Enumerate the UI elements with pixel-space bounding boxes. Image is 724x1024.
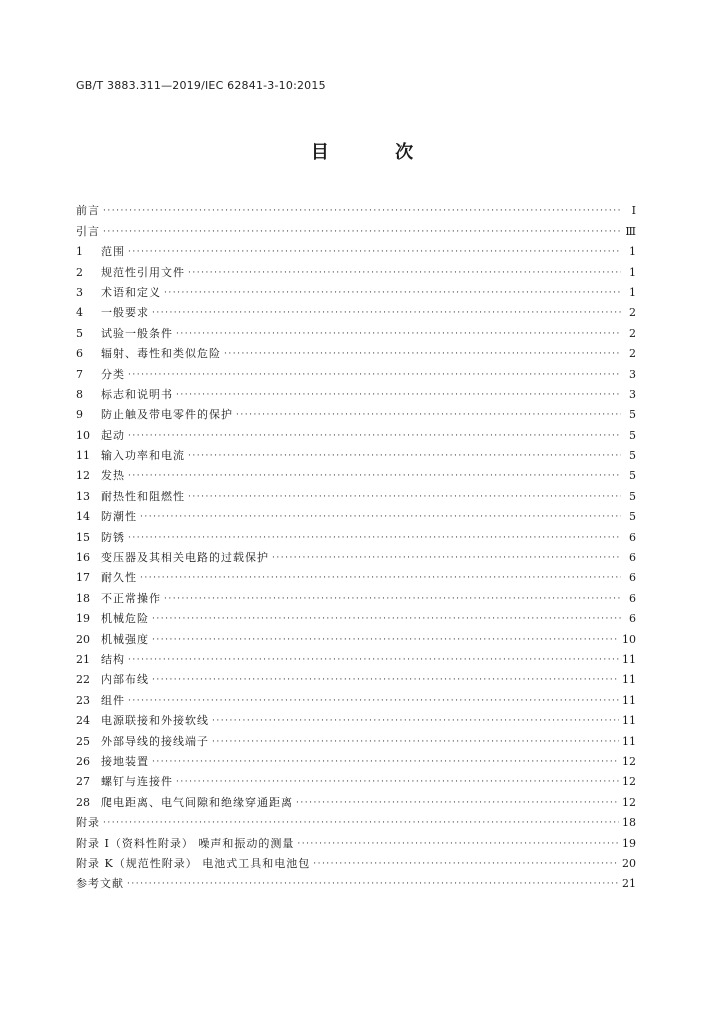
toc-leader-dots: [188, 490, 621, 504]
toc-entry-page: 1: [629, 285, 636, 299]
toc-entry-label: 辐射、毒性和类似危险: [101, 347, 221, 361]
toc-entry: [76, 769, 636, 789]
toc-entry-number: 12: [76, 469, 90, 483]
toc-entry-page: 5: [629, 408, 636, 422]
toc-entry-number: 14: [76, 510, 90, 524]
toc-entry-label: 参考文献: [76, 877, 124, 891]
toc-entry-page: Ⅲ: [625, 224, 636, 238]
toc-entry-number: 21: [76, 652, 90, 666]
toc-leader-dots: [296, 796, 619, 810]
toc-entry-page: 11: [622, 652, 636, 666]
toc-entry: [76, 810, 636, 830]
toc-entry-number: 3: [76, 285, 83, 299]
toc-entry-number: 19: [76, 612, 90, 626]
toc-entry-number: 16: [76, 551, 90, 565]
toc-leader-dots: [128, 531, 621, 545]
toc-entry-label: 机械危险: [101, 612, 149, 626]
toc-leader-dots: [176, 327, 621, 341]
toc-leader-dots: [176, 775, 619, 789]
toc-entry-page: 6: [629, 551, 636, 565]
toc-entry-number: 7: [76, 367, 83, 381]
toc-entry-number: 10: [76, 428, 90, 442]
toc-entry-number: 26: [76, 754, 90, 768]
toc-entry-page: 5: [629, 449, 636, 463]
toc-entry-label: 起动: [101, 428, 125, 442]
toc-entry: [76, 606, 636, 626]
toc-entry-label: 引言: [76, 224, 100, 238]
toc-entry: [76, 728, 636, 748]
toc-entry-number: 24: [76, 714, 90, 728]
toc-entry-label: 附录 K（规范性附录） 电池式工具和电池包: [76, 856, 311, 870]
toc-entry-number: 23: [76, 693, 90, 707]
toc-leader-dots: [152, 612, 621, 626]
toc-entry-page: 11: [622, 673, 636, 687]
toc-entry-label: 前言: [76, 204, 100, 218]
toc-entry-page: 11: [622, 714, 636, 728]
toc-leader-dots: [188, 449, 621, 463]
toc-entry-label: 组件: [101, 693, 125, 707]
toc-entry-page: 5: [629, 510, 636, 524]
toc-entry-label: 标志和说明书: [101, 387, 173, 401]
toc-entry: [76, 545, 636, 565]
toc-entry: [76, 198, 636, 218]
toc-entry: [76, 749, 636, 769]
toc-entry-label: 分类: [101, 367, 125, 381]
toc-entry: [76, 402, 636, 422]
toc-entry-page: 5: [629, 489, 636, 503]
toc-entry: [76, 667, 636, 687]
toc-entry-page: 5: [629, 469, 636, 483]
toc-entry-page: 3: [629, 387, 636, 401]
toc-leader-dots: [140, 510, 621, 524]
toc-entry-page: 18: [622, 816, 636, 830]
toc-entry-page: 1: [629, 245, 636, 259]
toc-entry-label: 防锈: [101, 530, 125, 544]
toc-entry-page: 2: [629, 306, 636, 320]
toc-leader-dots: [128, 653, 619, 667]
toc-entry-number: 15: [76, 530, 90, 544]
toc-leader-dots: [128, 429, 621, 443]
toc-entry: [76, 524, 636, 544]
toc-entry: [76, 483, 636, 503]
toc-leader-dots: [128, 469, 621, 483]
toc-entry-label: 术语和定义: [101, 285, 161, 299]
toc-leader-dots: [128, 245, 621, 259]
toc-entry-label: 螺钉与连接件: [101, 775, 173, 789]
toc-entry-page: 6: [629, 571, 636, 585]
toc-entry: [76, 300, 636, 320]
toc-entry-label: 电源联接和外接软线: [101, 714, 209, 728]
toc-entry: [76, 218, 636, 238]
toc-leader-dots: [103, 225, 621, 239]
toc-entry-label: 附录: [76, 816, 100, 830]
toc-entry-label: 防潮性: [101, 510, 137, 524]
toc-leader-dots: [128, 368, 621, 382]
toc-entry-page: 6: [629, 591, 636, 605]
toc-entry-number: 11: [76, 449, 90, 463]
toc-entry-number: 18: [76, 591, 90, 605]
toc-leader-dots: [128, 694, 619, 708]
toc-entry: [76, 565, 636, 585]
toc-entry-number: 25: [76, 734, 90, 748]
toc-entry-label: 一般要求: [101, 306, 149, 320]
toc-entry-label: 范围: [101, 245, 125, 259]
toc-entry-number: 17: [76, 571, 90, 585]
toc-entry-label: 规范性引用文件: [101, 265, 185, 279]
page-title: 目 次: [310, 142, 444, 163]
toc-entry-page: 5: [629, 428, 636, 442]
toc-entry-page: Ⅰ: [631, 204, 636, 218]
toc-entry-page: 6: [629, 530, 636, 544]
toc-entry: [76, 443, 636, 463]
toc-entry: [76, 504, 636, 524]
toc-entry-number: 13: [76, 489, 90, 503]
toc-entry: [76, 320, 636, 340]
toc-entry: [76, 280, 636, 300]
toc-entry-number: 2: [76, 265, 83, 279]
toc-entry-page: 11: [622, 734, 636, 748]
toc-entry-page: 3: [629, 367, 636, 381]
toc-leader-dots: [188, 266, 621, 280]
toc-entry-page: 1: [629, 265, 636, 279]
document-header: GB/T 3883.311—2019/IEC 62841-3-10:2015: [76, 79, 326, 92]
toc-entry-label: 耐久性: [101, 571, 137, 585]
toc-entry: [76, 626, 636, 646]
toc-entry: [76, 687, 636, 707]
toc-leader-dots: [103, 816, 619, 830]
toc-entry-label: 变压器及其相关电路的过载保护: [101, 551, 269, 565]
toc-leader-dots: [224, 347, 621, 361]
toc-entry-number: 4: [76, 306, 83, 320]
toc-entry: [76, 382, 636, 402]
toc-entry-number: 20: [76, 632, 90, 646]
toc-entry-page: 10: [622, 632, 636, 646]
toc-entry-page: 11: [622, 693, 636, 707]
toc-leader-dots: [152, 633, 619, 647]
toc-leader-dots: [313, 857, 619, 871]
toc-entry-number: 27: [76, 775, 90, 789]
toc-entry: [76, 871, 636, 891]
toc-leader-dots: [164, 286, 621, 300]
toc-entry-label: 接地装置: [101, 754, 149, 768]
toc-entry-label: 爬电距离、电气间隙和绝缘穿通距离: [101, 795, 293, 809]
toc-entry-label: 机械强度: [101, 632, 149, 646]
toc-entry: [76, 361, 636, 381]
toc-entry-label: 结构: [101, 652, 125, 666]
toc-entry-label: 试验一般条件: [101, 326, 173, 340]
toc-entry-label: 内部布线: [101, 673, 149, 687]
toc-leader-dots: [176, 388, 621, 402]
toc-entry-label: 防止触及带电零件的保护: [101, 408, 233, 422]
toc-entry-number: 6: [76, 347, 83, 361]
toc-entry-label: 耐热性和阻燃性: [101, 489, 185, 503]
toc-entry-label: 发热: [101, 469, 125, 483]
toc-entry: [76, 708, 636, 728]
toc-entry-number: 22: [76, 673, 90, 687]
toc-leader-dots: [236, 408, 621, 422]
toc-entry-label: 不正常操作: [101, 591, 161, 605]
toc-entry-page: 21: [622, 877, 636, 891]
toc-entry: [76, 647, 636, 667]
toc-entry-page: 6: [629, 612, 636, 626]
toc-entry-page: 2: [629, 347, 636, 361]
toc-leader-dots: [212, 714, 619, 728]
toc-entry-number: 8: [76, 387, 83, 401]
toc-entry-number: 28: [76, 795, 90, 809]
toc-leader-dots: [103, 204, 621, 218]
toc-entry: [76, 585, 636, 605]
toc-entry: [76, 341, 636, 361]
toc-entry-page: 12: [622, 795, 636, 809]
toc-leader-dots: [272, 551, 621, 565]
toc-leader-dots: [140, 571, 621, 585]
toc-entry: [76, 259, 636, 279]
toc-entry: [76, 422, 636, 442]
toc-leader-dots: [164, 592, 621, 606]
toc-entry-label: 附录 I（资料性附录） 噪声和振动的测量: [76, 836, 295, 850]
toc-leader-dots: [152, 755, 619, 769]
toc-entry: [76, 463, 636, 483]
toc-leader-dots: [152, 673, 619, 687]
toc-leader-dots: [297, 837, 619, 851]
toc-entry: [76, 830, 636, 850]
toc-entry-number: 1: [76, 245, 83, 259]
toc-entry: [76, 239, 636, 259]
toc-entry-label: 输入功率和电流: [101, 449, 185, 463]
toc-entry-label: 外部导线的接线端子: [101, 734, 209, 748]
toc-leader-dots: [152, 306, 621, 320]
toc-leader-dots: [127, 877, 619, 891]
toc-entry-number: 9: [76, 408, 83, 422]
table-of-contents: [76, 198, 636, 891]
toc-entry-page: 12: [622, 754, 636, 768]
toc-entry-page: 2: [629, 326, 636, 340]
toc-entry: [76, 851, 636, 871]
toc-entry-number: 5: [76, 326, 83, 340]
toc-leader-dots: [212, 735, 619, 749]
toc-entry-page: 20: [622, 856, 636, 870]
toc-entry-page: 19: [622, 836, 636, 850]
toc-entry-page: 12: [622, 775, 636, 789]
toc-entry: [76, 789, 636, 809]
